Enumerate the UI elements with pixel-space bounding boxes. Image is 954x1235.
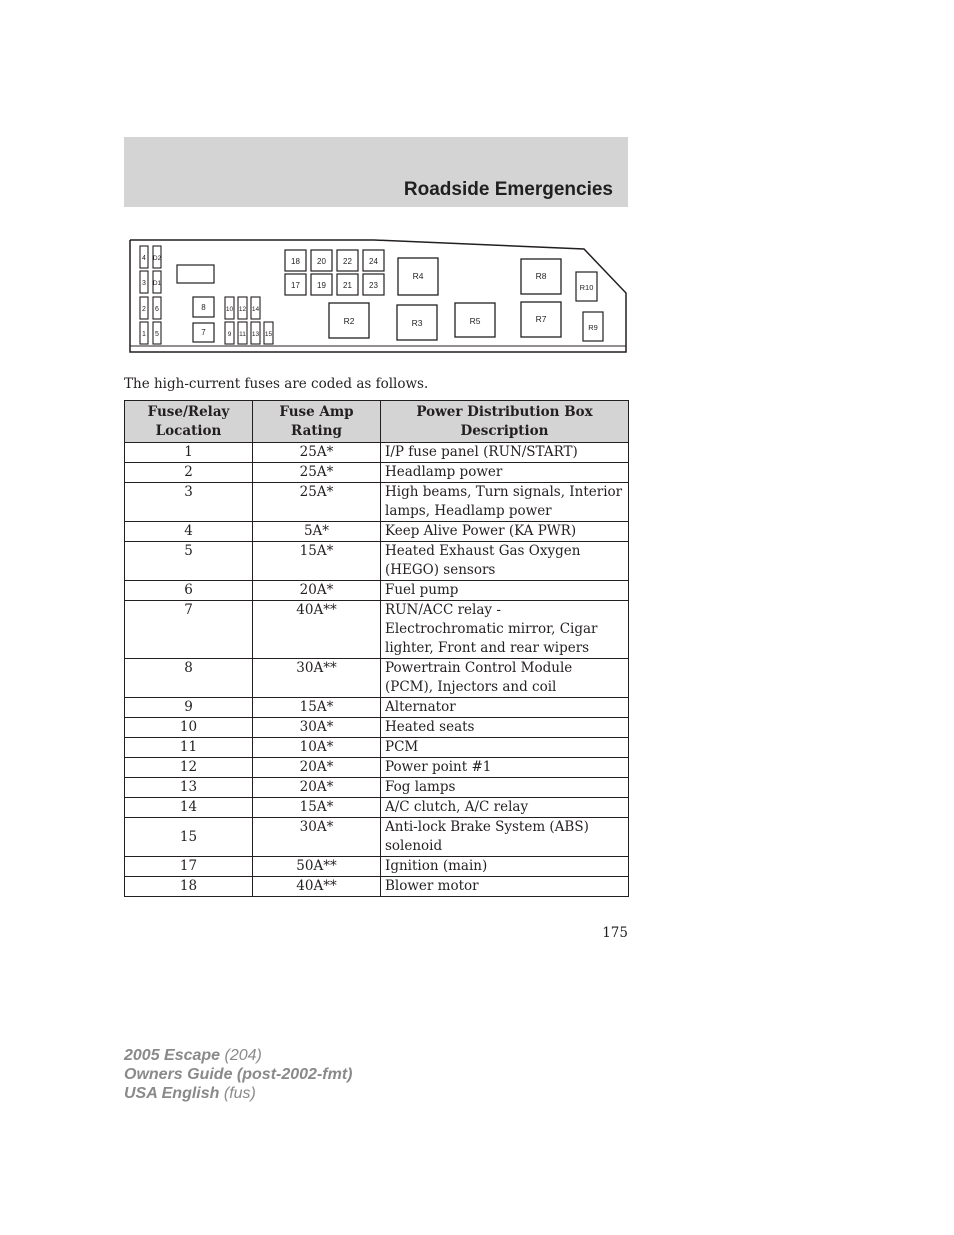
- table-row: [125, 738, 629, 758]
- fuse-f8: [193, 297, 214, 317]
- table-row: [125, 601, 629, 659]
- cell-rating: 25A*: [253, 443, 381, 463]
- cell-location: 5: [125, 542, 253, 581]
- table-row: [125, 463, 629, 483]
- cell-location: 11: [125, 738, 253, 758]
- footer-line-2: Owners Guide (post-2002-fmt): [124, 1066, 353, 1083]
- relay-r8: [521, 259, 561, 294]
- document-footer: [124, 1046, 352, 1103]
- fuse-f24: [363, 250, 384, 271]
- cell-rating: 25A*: [253, 483, 381, 522]
- fuse-f1: [140, 322, 148, 344]
- cell-rating: 40A**: [253, 601, 381, 659]
- fuse-f19: [311, 274, 332, 295]
- table-row: [125, 758, 629, 778]
- table-row: [125, 522, 629, 542]
- table-header-row: [125, 401, 629, 443]
- svg-text:7: 7: [201, 328, 206, 337]
- cell-description: Heated Exhaust Gas Oxygen (HEGO) sensors: [381, 542, 629, 581]
- table-row: [125, 778, 629, 798]
- relay-r9: [583, 312, 603, 341]
- cell-description: PCM: [381, 738, 629, 758]
- fuse-f18: [285, 250, 306, 271]
- svg-text:R3: R3: [411, 318, 423, 328]
- cell-location: 3: [125, 483, 253, 522]
- fuse-f13: [251, 322, 260, 344]
- fuse-f20: [311, 250, 332, 271]
- cell-rating: 30A*: [253, 818, 381, 857]
- cell-location: 9: [125, 698, 253, 718]
- fuse-f3: [140, 271, 148, 293]
- svg-text:2: 2: [142, 306, 146, 313]
- table-row: [125, 857, 629, 877]
- svg-text:10: 10: [225, 306, 234, 313]
- cell-description: Fuel pump: [381, 581, 629, 601]
- cell-rating: 30A*: [253, 718, 381, 738]
- svg-text:15: 15: [264, 331, 273, 338]
- svg-text:R2: R2: [343, 316, 355, 326]
- table-row: [125, 659, 629, 698]
- cell-description: A/C clutch, A/C relay: [381, 798, 629, 818]
- svg-text:D1: D1: [152, 280, 162, 287]
- svg-text:21: 21: [343, 281, 352, 290]
- cell-description: Headlamp power: [381, 463, 629, 483]
- cell-description: Power point #1: [381, 758, 629, 778]
- table-row: [125, 818, 629, 857]
- cell-location: 8: [125, 659, 253, 698]
- fuse-table: [124, 400, 629, 897]
- cell-location: 1: [125, 443, 253, 463]
- fuse-f12: [238, 297, 247, 319]
- svg-text:9: 9: [227, 331, 232, 338]
- svg-text:R5: R5: [469, 316, 481, 326]
- cell-rating: 20A*: [253, 758, 381, 778]
- svg-text:R4: R4: [412, 271, 424, 281]
- footer-line-1: 2005 Escape (204): [124, 1047, 262, 1064]
- fuse-f5: [153, 322, 161, 344]
- table-row: [125, 698, 629, 718]
- relay-r5: [455, 303, 495, 337]
- relay-r4: [398, 258, 438, 295]
- svg-text:11: 11: [239, 331, 246, 338]
- cell-location: 7: [125, 601, 253, 659]
- fuse-f23: [363, 274, 384, 295]
- cell-description: Keep Alive Power (KA PWR): [381, 522, 629, 542]
- section-header: [124, 137, 628, 207]
- cell-rating: 10A*: [253, 738, 381, 758]
- relay-r3: [397, 305, 437, 340]
- diode-d2: [153, 246, 162, 268]
- svg-text:R7: R7: [535, 314, 547, 324]
- cell-rating: 20A*: [253, 581, 381, 601]
- table-row: [125, 542, 629, 581]
- fuse-f6: [153, 297, 161, 319]
- cell-rating: 15A*: [253, 698, 381, 718]
- cell-description: Heated seats: [381, 718, 629, 738]
- cell-location: 6: [125, 581, 253, 601]
- relay-r7: [521, 302, 561, 337]
- header-rating: Fuse Amp Rating: [253, 401, 381, 443]
- cell-location: 14: [125, 798, 253, 818]
- fuse-f21: [337, 274, 358, 295]
- svg-text:19: 19: [317, 281, 326, 290]
- section-title: Roadside Emergencies: [403, 179, 613, 200]
- cell-location: 4: [125, 522, 253, 542]
- fuse-f11: [238, 322, 247, 344]
- svg-text:R9: R9: [588, 323, 598, 332]
- fuse-f7: [193, 323, 214, 342]
- cell-description: Ignition (main): [381, 857, 629, 877]
- cell-rating: 25A*: [253, 463, 381, 483]
- cell-description: High beams, Turn signals, Interior lamps, Headlamp power: [381, 483, 629, 522]
- relay-r2: [329, 303, 369, 338]
- diode-d1: [153, 271, 162, 293]
- cell-location: 17: [125, 857, 253, 877]
- table-row: [125, 581, 629, 601]
- table-row: [125, 798, 629, 818]
- cell-location: 2: [125, 463, 253, 483]
- svg-text:24: 24: [369, 257, 378, 266]
- footer-line-3: USA English (fus): [124, 1085, 256, 1102]
- fuse-f14: [251, 297, 260, 319]
- page-number: 175: [602, 925, 628, 941]
- svg-text:6: 6: [155, 306, 159, 313]
- blank-slot: [177, 265, 214, 283]
- svg-text:1: 1: [142, 331, 146, 338]
- svg-text:R10: R10: [579, 283, 594, 292]
- svg-text:5: 5: [155, 331, 159, 338]
- cell-location: 13: [125, 778, 253, 798]
- svg-text:4: 4: [142, 255, 146, 262]
- cell-rating: 40A**: [253, 877, 381, 897]
- svg-text:13: 13: [251, 331, 260, 338]
- svg-text:D2: D2: [152, 255, 162, 262]
- cell-description: Powertrain Control Module (PCM), Injectors and coil: [381, 659, 629, 698]
- fuse-f17: [285, 274, 306, 295]
- cell-location: 10: [125, 718, 253, 738]
- cell-description: Alternator: [381, 698, 629, 718]
- svg-text:R8: R8: [535, 271, 547, 281]
- svg-text:23: 23: [369, 281, 378, 290]
- svg-text:20: 20: [317, 257, 326, 266]
- svg-text:8: 8: [201, 303, 206, 312]
- table-row: [125, 877, 629, 897]
- svg-text:12: 12: [238, 306, 247, 313]
- cell-location: 12: [125, 758, 253, 778]
- cell-description: Anti-lock Brake System (ABS) solenoid: [381, 818, 629, 857]
- cell-rating: 20A*: [253, 778, 381, 798]
- table-row: [125, 718, 629, 738]
- header-location: Fuse/Relay Location: [125, 401, 253, 443]
- fuse-f15: [264, 322, 273, 344]
- cell-location: 18: [125, 877, 253, 897]
- cell-description: Blower motor: [381, 877, 629, 897]
- fuse-f10: [225, 297, 234, 319]
- table-row: [125, 483, 629, 522]
- fuse-f4: [140, 246, 148, 268]
- cell-rating: 15A*: [253, 798, 381, 818]
- svg-text:17: 17: [291, 281, 300, 290]
- cell-rating: 5A*: [253, 522, 381, 542]
- cell-description: I/P fuse panel (RUN/START): [381, 443, 629, 463]
- header-description: Power Distribution Box Description: [381, 401, 629, 443]
- relay-r10: [576, 272, 597, 301]
- cell-rating: 30A**: [253, 659, 381, 698]
- cell-description: Fog lamps: [381, 778, 629, 798]
- fuse-f22: [337, 250, 358, 271]
- cell-location: 15: [125, 818, 253, 857]
- intro-text: The high-current fuses are coded as follows.: [124, 376, 429, 392]
- cell-description: RUN/ACC relay - Electrochromatic mirror, Cigar lighter, Front and rear wipers: [381, 601, 629, 659]
- svg-text:14: 14: [251, 306, 260, 313]
- cell-rating: 15A*: [253, 542, 381, 581]
- table-row: [125, 443, 629, 463]
- svg-text:22: 22: [343, 257, 352, 266]
- svg-text:18: 18: [291, 257, 300, 266]
- fuse-box-diagram: [124, 236, 630, 358]
- svg-text:3: 3: [142, 280, 146, 287]
- fuse-f9: [225, 322, 234, 344]
- cell-rating: 50A**: [253, 857, 381, 877]
- fuse-f2: [140, 297, 148, 319]
